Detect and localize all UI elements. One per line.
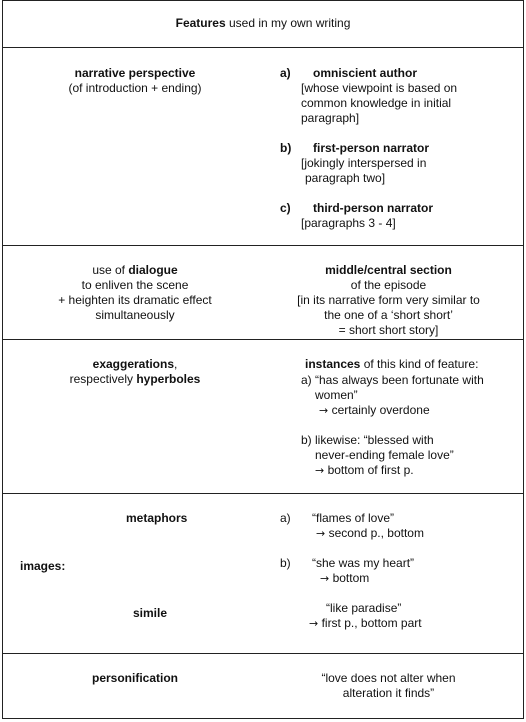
middle-section-line: = short short story] (338, 323, 439, 337)
item-line: [jokingly interspersed in (301, 156, 427, 170)
instance-line: b) likewise: “blessed with (301, 433, 434, 447)
item-title: third-person narrator (313, 201, 434, 215)
dialogue-heading: use of dialogue (92, 263, 178, 277)
personification-quote-line: alteration it finds” (342, 686, 435, 700)
images-label: images: (20, 559, 66, 573)
item-title: omniscient author (313, 66, 418, 80)
item-line: paragraph two] (305, 171, 386, 185)
item-line: common knowledge in initial (301, 96, 452, 110)
row-divider (2, 653, 524, 654)
instance-note: → bottom of first p. (315, 463, 414, 477)
instance-line: never-ending female love” (315, 448, 454, 462)
right-arrow-icon: → (320, 572, 330, 585)
metaphor-note: → second p., bottom (316, 526, 424, 540)
narrative-perspective-note: (of introduction + ending) (68, 81, 202, 95)
right-arrow-icon: → (319, 404, 329, 417)
item-title: first-person narrator (313, 141, 430, 155)
metaphor-note: → bottom (320, 571, 370, 585)
instance-note: → certainly overdone (319, 403, 430, 417)
middle-section-line: of the episode (350, 278, 427, 292)
right-arrow-icon: → (316, 527, 326, 540)
personification-heading: personification (91, 671, 178, 685)
metaphor-quote: “flames of love” (312, 511, 395, 525)
simile-quote: “like paradise” (326, 601, 402, 615)
item-marker: a) (280, 66, 291, 80)
right-arrow-icon: → (315, 464, 325, 477)
instances-heading: instances of this kind of feature: (305, 357, 479, 371)
hyperboles-heading: respectively hyperboles (69, 372, 201, 386)
row-divider (2, 493, 524, 494)
exaggerations-heading: exaggerations, (92, 357, 178, 371)
item-marker: b) (280, 141, 292, 155)
middle-section-heading: middle/central section (325, 263, 452, 277)
row-divider (2, 339, 524, 340)
simile-note: → first p., bottom part (309, 616, 422, 630)
metaphor-quote: “she was my heart” (312, 556, 415, 570)
item-line: [paragraphs 3 - 4] (301, 216, 396, 230)
dialogue-line: to enliven the scene (81, 278, 189, 292)
item-line: [whose viewpoint is based on (301, 81, 458, 95)
item-marker: b) (280, 556, 291, 570)
right-arrow-icon: → (309, 617, 319, 630)
table-title: Features used in my own writing (175, 16, 351, 30)
personification-quote-line: “love does not alter when (321, 671, 456, 685)
dialogue-line: + heighten its dramatic effect (58, 293, 212, 307)
item-line: paragraph] (301, 111, 360, 125)
middle-section-line: [in its narrative form very similar to (297, 293, 480, 307)
item-marker: a) (280, 511, 291, 525)
instance-line: a) “has always been fortunate with (301, 373, 484, 387)
item-marker: c) (280, 201, 291, 215)
row-divider (2, 245, 524, 246)
row-divider (2, 47, 524, 48)
narrative-perspective-heading: narrative perspective (74, 66, 196, 80)
dialogue-line: simultaneously (95, 308, 175, 322)
metaphors-label: metaphors (126, 511, 188, 525)
instance-line: women” (315, 388, 358, 402)
middle-section-line: the one of a ‘short short’ (324, 308, 453, 322)
simile-label: simile (133, 606, 168, 620)
